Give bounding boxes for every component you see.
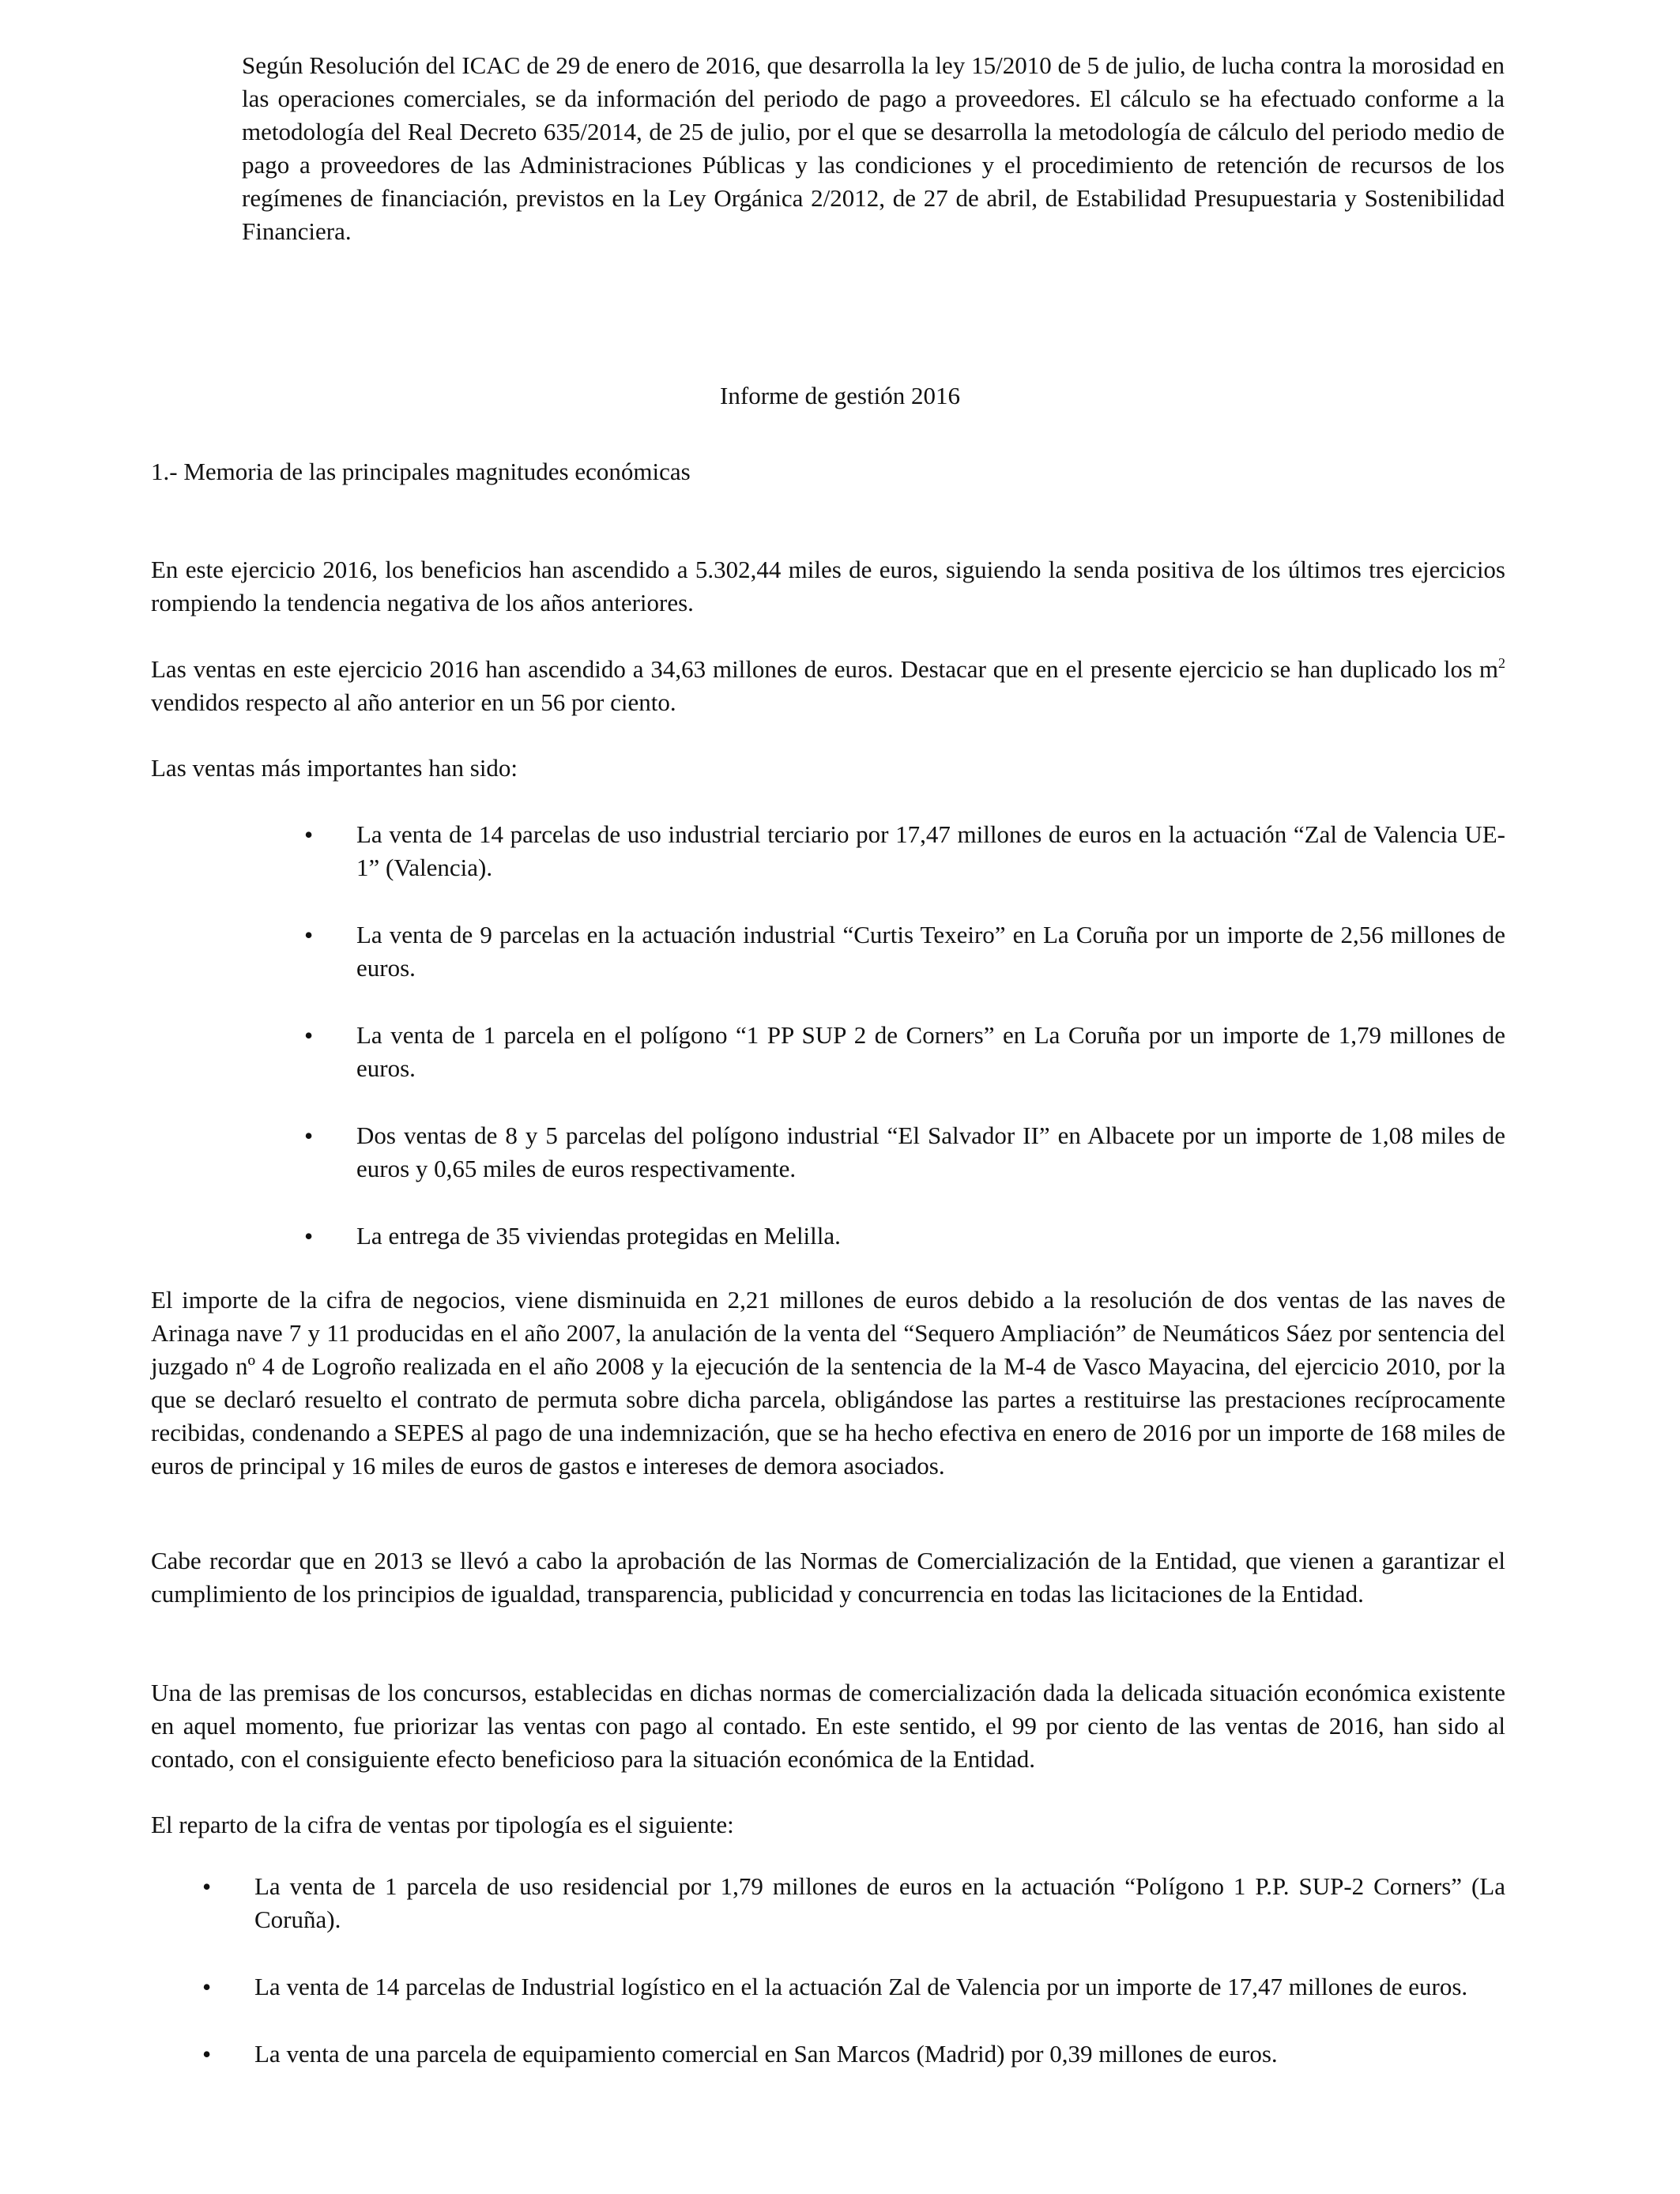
list-item-text: La entrega de 35 viviendas protegidas en Melilla.: [356, 1222, 841, 1250]
list-item: [202, 1870, 1505, 1936]
paragraph-turnover: El importe de la cifra de negocios, viene disminuida en 2,21 millones de euros debido a la resolución de dos ventas de las naves de Arinaga nave 7 y 11 producidas en el año 2007, la anulación de la venta del “Sequero Ampliación” de Neumáticos Sáez por sentencia del juzgado nº 4 de Logroño realizada en el año 2008 y la ejecución de la sentencia de la M-4 de Vasco Mayacina, del ejercicio 2010, por la que se declaró resuelto el contrato de permuta sobre dicha parcela, obligándose las partes a restituirse las prestaciones recíprocamente recibidas, condenando a SEPES al pago de una indemnización, que se ha hecho efectiva en enero de 2016 por un importe de 168 miles de euros de principal y 16 miles de euros de gastos e intereses de demora asociados.: [151, 1286, 1505, 1480]
paragraph-main-sales-intro: Las ventas más importantes han sido:: [151, 754, 518, 782]
bullet-icon: •: [304, 1021, 314, 1050]
bullet-icon: •: [304, 1222, 314, 1250]
paragraph-sales-text-1: Las ventas en este ejercicio 2016 han ascendido a 34,63 millones de euros. Destacar que en el presente ejercicio se han duplicado los m: [151, 655, 1498, 683]
list-item-text: La venta de 14 parcelas de uso industrial terciario por 17,47 millones de euros en la actuación “Zal de Valencia UE-1” (Valencia).: [356, 820, 1505, 881]
list-item-text: La venta de 14 parcelas de Industrial logístico en el la actuación Zal de Valencia por un importe de 17,47 millones de euros.: [254, 1973, 1468, 2000]
list-item-text: La venta de 1 parcela de uso residencial por 1,79 millones de euros en la actuación “Polígono 1 P.P. SUP-2 Corners” (La Coruña).: [254, 1872, 1505, 1933]
list-item: [304, 1220, 1505, 1253]
paragraph-breakdown-intro: El reparto de la cifra de ventas por tipología es el siguiente:: [151, 1811, 734, 1838]
bullet-icon: •: [202, 1872, 212, 1901]
bullet-icon: •: [304, 1122, 314, 1150]
bullet-icon: •: [202, 1973, 212, 2001]
list-item: [304, 818, 1505, 884]
bullet-icon: •: [304, 820, 314, 849]
main-sales-list: [304, 818, 1505, 1287]
paragraph-cash-sales: Una de las premisas de los concursos, establecidas en dichas normas de comercialización dada la delicada situación económica existente en aquel momento, fue priorizar las ventas con pago al contado. En este sentido, el 99 por ciento de las ventas de 2016, han sido al contado, con el consiguiente efecto beneficioso para la situación económica de la Entidad.: [151, 1679, 1505, 1773]
list-item-text: Dos ventas de 8 y 5 parcelas del polígono industrial “El Salvador II” en Albacete por un importe de 1,08 miles de euros y 0,65 miles de euros respectivamente.: [356, 1122, 1505, 1182]
intro-paragraph: Según Resolución del ICAC de 29 de enero de 2016, que desarrolla la ley 15/2010 de 5 de julio, de lucha contra la morosidad en las operaciones comerciales, se da información del periodo de pago a proveedores. El cálculo se ha efectuado conforme a la metodología del Real Decreto 635/2014, de 25 de julio, por el que se desarrolla la metodología de cálculo del periodo medio de pago a proveedores de las Administraciones Públicas y las condiciones y el procedimiento de retención de recursos de los regímenes de financiación, previstos en la Ley Orgánica 2/2012, de 27 de abril, de Estabilidad Presupuestaria y Sostenibilidad Financiera.: [242, 51, 1505, 245]
list-item: [304, 918, 1505, 985]
squared-superscript: 2: [1498, 655, 1505, 671]
sales-breakdown-list: [202, 1870, 1505, 2105]
list-item: [304, 1019, 1505, 1085]
paragraph-sales: [151, 653, 1505, 719]
paragraph-commercialization-rules: Cabe recordar que en 2013 se llevó a cabo la aprobación de las Normas de Comercialización de la Entidad, que vienen a garantizar el cumplimiento de los principios de igualdad, transparencia, publicidad y concurrencia en todas las licitaciones de la Entidad.: [151, 1547, 1505, 1608]
bullet-icon: •: [202, 2040, 212, 2068]
list-item-text: La venta de 9 parcelas en la actuación industrial “Curtis Texeiro” en La Coruña por un importe de 2,56 millones de euros.: [356, 921, 1505, 982]
list-item-text: La venta de una parcela de equipamiento comercial en San Marcos (Madrid) por 0,39 millones de euros.: [254, 2040, 1278, 2068]
report-title: Informe de gestión 2016: [720, 382, 960, 409]
list-item: [202, 2038, 1505, 2071]
bullet-icon: •: [304, 921, 314, 949]
paragraph-profits: En este ejercicio 2016, los beneficios han ascendido a 5.302,44 miles de euros, siguiendo la senda positiva de los últimos tres ejercicios rompiendo la tendencia negativa de los años anteriores.: [151, 556, 1505, 616]
list-item-text: La venta de 1 parcela en el polígono “1 PP SUP 2 de Corners” en La Coruña por un importe de 1,79 millones de euros.: [356, 1021, 1505, 1082]
section-heading: 1.- Memoria de las principales magnitudes económicas: [151, 458, 691, 485]
list-item: [202, 1970, 1505, 2004]
list-item: [304, 1119, 1505, 1186]
paragraph-sales-text-2: vendidos respecto al año anterior en un 56 por ciento.: [151, 688, 676, 716]
